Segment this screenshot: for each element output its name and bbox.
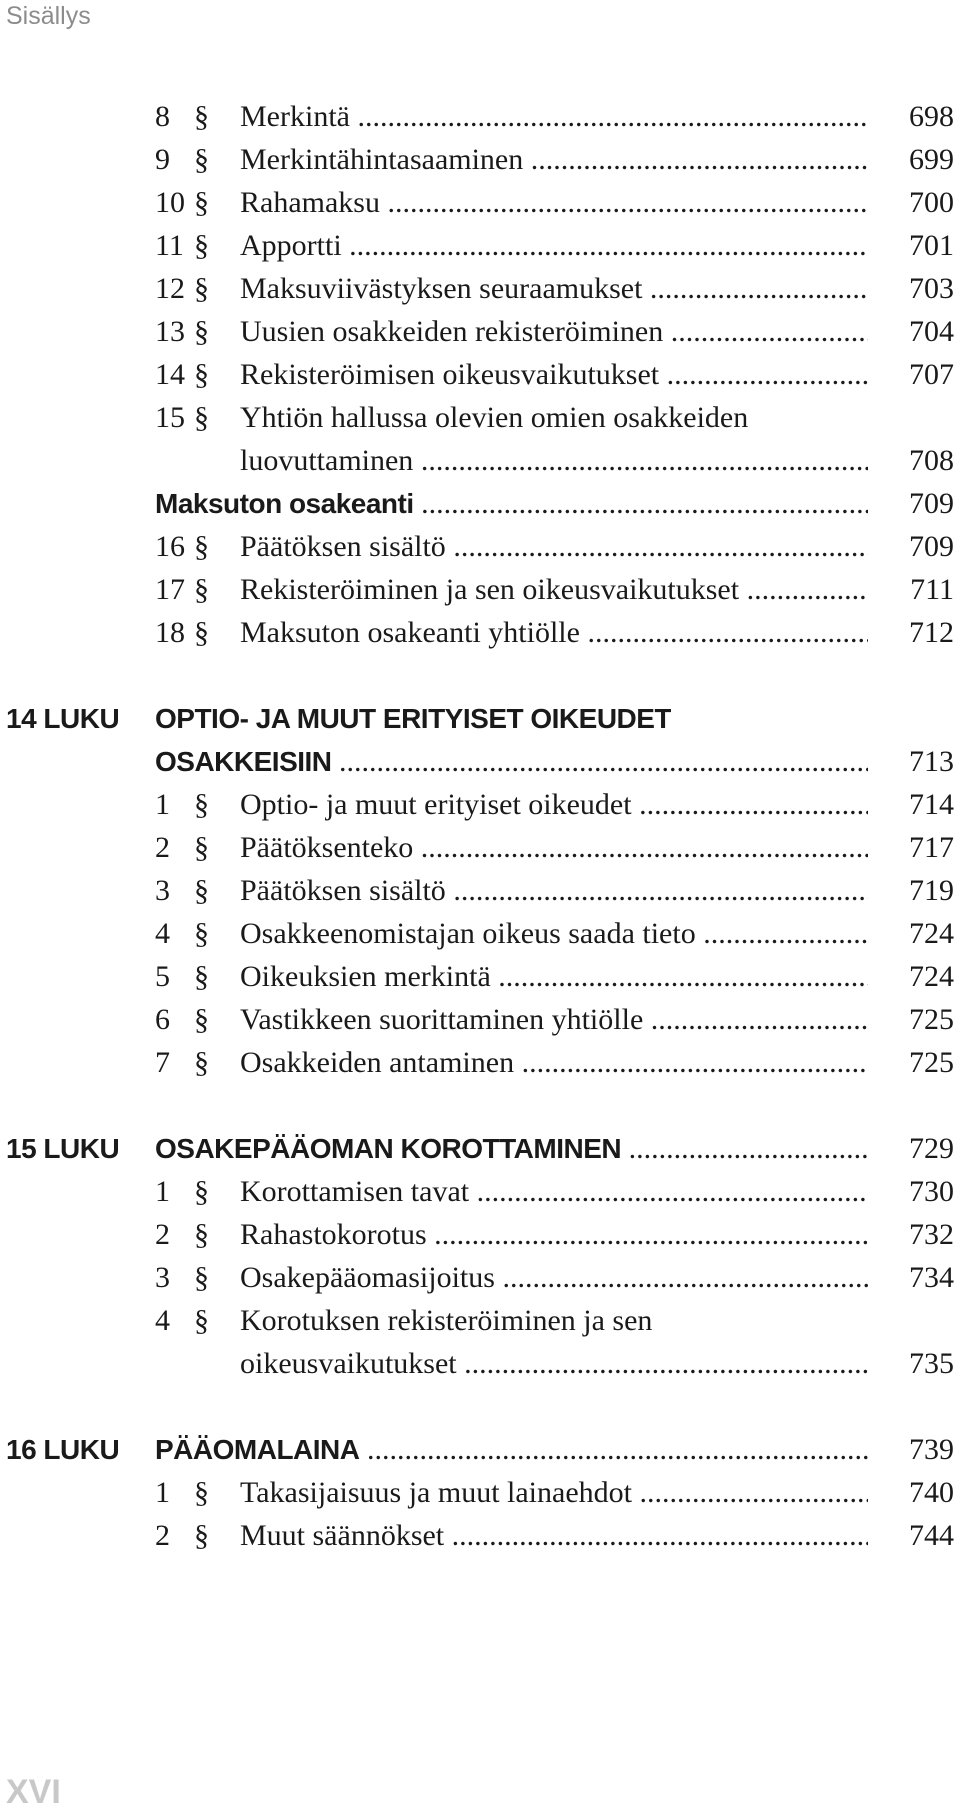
toc-entry	[0, 396, 960, 439]
section-symbol: §	[194, 1304, 209, 1337]
toc-entry	[0, 1041, 960, 1084]
page-header-title: Sisällys	[6, 2, 91, 30]
page-number: 701	[909, 229, 954, 262]
page-number: 712	[909, 616, 954, 649]
section-number: 11	[155, 229, 184, 262]
toc-entry	[0, 998, 960, 1041]
page-number: 734	[909, 1261, 954, 1294]
toc-entry	[0, 697, 960, 740]
entry-title-text: Päätöksenteko	[240, 831, 414, 864]
entry-title	[240, 1256, 868, 1299]
entry-title-text: OSAKKEISIIN	[155, 746, 332, 777]
entry-title-text: Osakkeenomistajan oikeus saada tieto	[240, 917, 696, 950]
section-symbol: §	[194, 401, 209, 434]
toc-entry	[0, 955, 960, 998]
entry-title-text: Apportti	[240, 229, 342, 262]
dot-leader	[342, 229, 868, 262]
page-number: 717	[909, 831, 954, 864]
chapter-title	[155, 740, 868, 783]
page-number: 709	[909, 530, 954, 563]
page-number: 708	[909, 444, 954, 477]
toc-entry	[0, 826, 960, 869]
entry-title	[240, 224, 868, 267]
section-number: 15	[155, 401, 185, 434]
section-symbol: §	[194, 1003, 209, 1036]
entry-title	[240, 783, 868, 826]
toc-entry	[0, 224, 960, 267]
dot-leader	[659, 358, 868, 391]
section-number: 3	[155, 1261, 170, 1294]
page-number: 732	[909, 1218, 954, 1251]
section-number: 13	[155, 315, 185, 348]
dot-leader	[427, 1218, 868, 1251]
section-symbol: §	[194, 100, 209, 133]
page-number: 709	[909, 487, 954, 520]
entry-title-text: Optio- ja muut erityiset oikeudet	[240, 788, 632, 821]
toc-entry	[0, 1127, 960, 1170]
section-symbol: §	[194, 1261, 209, 1294]
section-symbol: §	[194, 831, 209, 864]
section-number: 1	[155, 1175, 170, 1208]
section-number: 7	[155, 1046, 170, 1079]
entry-title-text: Maksuton osakeanti	[155, 488, 414, 519]
entry-title	[240, 998, 868, 1041]
toc-entry	[0, 1514, 960, 1557]
section-symbol: §	[194, 616, 209, 649]
dot-leader	[739, 573, 868, 606]
dot-leader	[663, 315, 868, 348]
chapter-label: 16 LUKU	[6, 1434, 120, 1465]
entry-title-text: Maksuton osakeanti yhtiölle	[240, 616, 580, 649]
page-number: 699	[909, 143, 954, 176]
section-number: 2	[155, 1519, 170, 1552]
dot-leader	[380, 186, 868, 219]
page-number: 730	[909, 1175, 954, 1208]
toc-entry	[0, 525, 960, 568]
chapter-title	[155, 1428, 868, 1471]
chapter-label: 15 LUKU	[6, 1133, 120, 1164]
entry-title-text: Merkintähintasaaminen	[240, 143, 524, 176]
entry-title-text: Takasijaisuus ja muut lainaehdot	[240, 1476, 632, 1509]
section-number: 9	[155, 143, 170, 176]
dot-leader	[414, 487, 868, 520]
entry-title	[240, 1213, 868, 1256]
dot-leader	[621, 1132, 868, 1165]
entry-title-text: Vastikkeen suorittaminen yhtiölle	[240, 1003, 644, 1036]
dot-leader	[332, 745, 868, 778]
section-number: 14	[155, 358, 185, 391]
section-number: 4	[155, 1304, 170, 1337]
entry-title	[240, 353, 868, 396]
section-symbol: §	[194, 1476, 209, 1509]
page-number: 713	[909, 745, 954, 778]
page-number: 740	[909, 1476, 954, 1509]
page-number: 703	[909, 272, 954, 305]
entry-title-text: Korottamisen tavat	[240, 1175, 470, 1208]
section-number: 6	[155, 1003, 170, 1036]
section-number: 10	[155, 186, 185, 219]
dot-leader	[523, 143, 868, 176]
entry-title	[240, 1170, 868, 1213]
section-number: 12	[155, 272, 185, 305]
toc-entry	[0, 1342, 960, 1385]
section-symbol: §	[194, 1519, 209, 1552]
entry-title-text: Yhtiön hallussa olevien omien osakkeiden	[240, 401, 749, 434]
section-symbol: §	[194, 186, 209, 219]
entry-title-text: Rahamaksu	[240, 186, 380, 219]
dot-leader	[360, 1433, 869, 1466]
page-number: 735	[909, 1347, 954, 1380]
entry-title	[240, 267, 868, 310]
toc-entry	[0, 95, 960, 138]
dot-leader	[413, 831, 868, 864]
page-number: 725	[909, 1003, 954, 1036]
entry-title-text: Rekisteröimisen oikeusvaikutukset	[240, 358, 660, 391]
toc-entry	[0, 1256, 960, 1299]
section-symbol: §	[194, 143, 209, 176]
toc-entry	[0, 353, 960, 396]
entry-title	[240, 869, 868, 912]
entry-title-text: Rahastokorotus	[240, 1218, 427, 1251]
entry-title-text: OSAKEPÄÄOMAN KOROTTAMINEN	[155, 1133, 622, 1164]
toc-entry	[0, 1471, 960, 1514]
entry-title-text: Maksuviivästyksen seuraamukset	[240, 272, 643, 305]
page-number: 724	[909, 960, 954, 993]
toc-entry	[0, 783, 960, 826]
section-symbol: §	[194, 917, 209, 950]
page-number: 744	[909, 1519, 954, 1552]
section-symbol: §	[194, 1046, 209, 1079]
section-symbol: §	[194, 1218, 209, 1251]
section-number: 2	[155, 831, 170, 864]
entry-title-text: Muut säännökset	[240, 1519, 445, 1552]
dot-leader	[413, 444, 868, 477]
section-gap	[0, 654, 960, 697]
page-number-label: XVI	[6, 1773, 61, 1811]
toc-entry	[0, 568, 960, 611]
entry-title	[240, 439, 868, 482]
entry-title	[240, 1299, 652, 1342]
toc-entry	[0, 611, 960, 654]
section-number: 8	[155, 100, 170, 133]
dot-leader	[495, 1261, 868, 1294]
entry-title	[240, 1342, 868, 1385]
section-symbol: §	[194, 788, 209, 821]
dot-leader	[457, 1347, 868, 1380]
entry-title-text: Päätöksen sisältö	[240, 874, 446, 907]
section-symbol: §	[194, 229, 209, 262]
dot-leader	[446, 530, 868, 563]
dot-leader	[642, 272, 868, 305]
dot-leader	[696, 917, 868, 950]
section-symbol: §	[194, 315, 209, 348]
entry-title	[240, 1041, 868, 1084]
section-number: 1	[155, 1476, 170, 1509]
section-number: 5	[155, 960, 170, 993]
entry-title	[240, 1514, 868, 1557]
dot-leader	[469, 1175, 868, 1208]
entry-title-text: Merkintä	[240, 100, 350, 133]
entry-title-text: Osakepääomasijoitus	[240, 1261, 495, 1294]
section-symbol: §	[194, 358, 209, 391]
entry-title	[240, 1471, 868, 1514]
section-number: 1	[155, 788, 170, 821]
chapter-title	[155, 697, 671, 740]
entry-title	[240, 310, 868, 353]
dot-leader	[580, 616, 868, 649]
page-number: 700	[909, 186, 954, 219]
table-of-contents	[0, 95, 960, 1557]
dot-leader	[350, 100, 868, 133]
entry-title	[240, 396, 748, 439]
entry-title	[240, 826, 868, 869]
page-number: 729	[909, 1132, 954, 1165]
page-number: 711	[910, 573, 954, 606]
entry-title-text: Osakkeiden antaminen	[240, 1046, 515, 1079]
toc-entry	[0, 912, 960, 955]
toc-entry	[0, 869, 960, 912]
entry-title-text: OPTIO- JA MUUT ERITYISET OIKEUDET	[155, 703, 672, 734]
chapter-title	[155, 1127, 868, 1170]
entry-title-text: Korotuksen rekisteröiminen ja sen	[240, 1304, 653, 1337]
section-number: 4	[155, 917, 170, 950]
page-number: 707	[909, 358, 954, 391]
toc-entry	[0, 267, 960, 310]
section-number: 18	[155, 616, 185, 649]
entry-title-text: luovuttaminen	[240, 444, 414, 477]
toc-entry	[0, 181, 960, 224]
page-number: 739	[909, 1433, 954, 1466]
section-gap	[0, 1385, 960, 1428]
toc-entry	[0, 1170, 960, 1213]
toc-entry	[0, 439, 960, 482]
chapter-title	[155, 482, 868, 525]
page-number: 704	[909, 315, 954, 348]
section-number: 2	[155, 1218, 170, 1251]
section-symbol: §	[194, 272, 209, 305]
entry-title-text: Oikeuksien merkintä	[240, 960, 491, 993]
section-number: 17	[155, 573, 185, 606]
entry-title	[240, 138, 868, 181]
section-symbol: §	[194, 874, 209, 907]
entry-title	[240, 95, 868, 138]
dot-leader	[643, 1003, 868, 1036]
dot-leader	[446, 874, 868, 907]
entry-title	[240, 181, 868, 224]
entry-title	[240, 568, 868, 611]
entry-title	[240, 525, 868, 568]
entry-title-text: PÄÄOMALAINA	[155, 1434, 360, 1465]
chapter-label: 14 LUKU	[6, 703, 120, 734]
page-number: 724	[909, 917, 954, 950]
dot-leader	[632, 788, 868, 821]
section-number: 3	[155, 874, 170, 907]
entry-title	[240, 955, 868, 998]
section-symbol: §	[194, 960, 209, 993]
dot-leader	[632, 1476, 868, 1509]
dot-leader	[491, 960, 868, 993]
section-gap	[0, 1084, 960, 1127]
section-symbol: §	[194, 530, 209, 563]
toc-entry	[0, 138, 960, 181]
dot-leader	[444, 1519, 868, 1552]
entry-title-text: oikeusvaikutukset	[240, 1347, 457, 1380]
toc-entry	[0, 1299, 960, 1342]
toc-entry	[0, 482, 960, 525]
page-number: 698	[909, 100, 954, 133]
toc-entry	[0, 310, 960, 353]
page-number: 714	[909, 788, 954, 821]
toc-entry	[0, 740, 960, 783]
section-symbol: §	[194, 1175, 209, 1208]
entry-title	[240, 912, 868, 955]
entry-title-text: Päätöksen sisältö	[240, 530, 446, 563]
section-number: 16	[155, 530, 185, 563]
toc-entry	[0, 1213, 960, 1256]
page-number: 719	[909, 874, 954, 907]
dot-leader	[514, 1046, 868, 1079]
page-number: 725	[909, 1046, 954, 1079]
entry-title	[240, 611, 868, 654]
entry-title-text: Uusien osakkeiden rekisteröiminen	[240, 315, 664, 348]
section-symbol: §	[194, 573, 209, 606]
toc-entry	[0, 1428, 960, 1471]
entry-title-text: Rekisteröiminen ja sen oikeusvaikutukset	[240, 573, 740, 606]
